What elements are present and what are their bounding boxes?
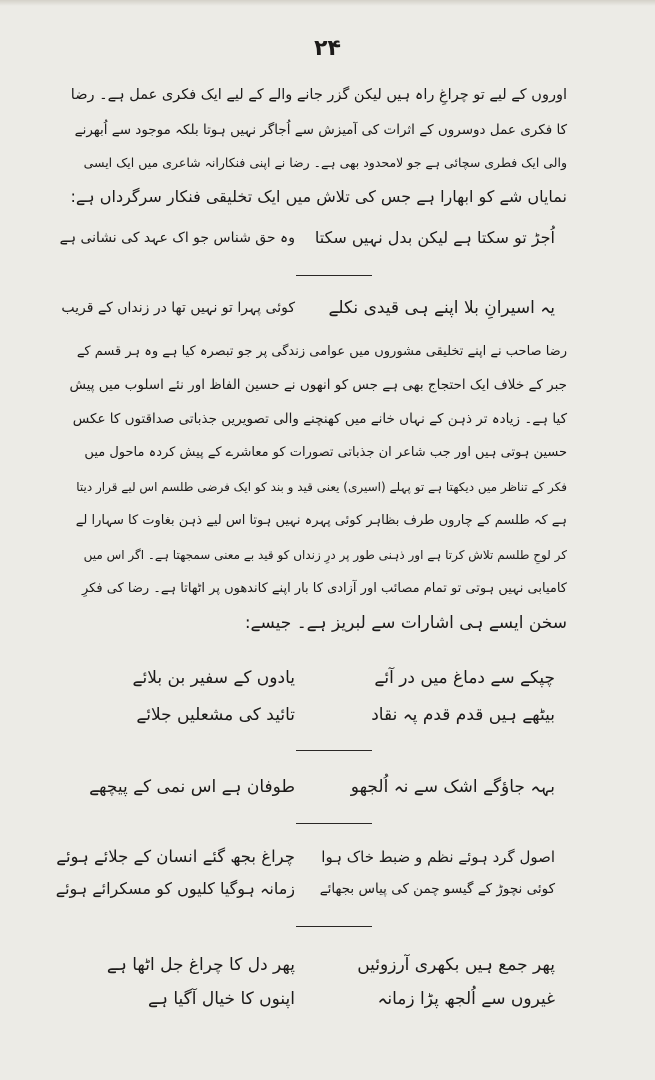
verse-hemistich: بہہ جاؤگے اشک سے نہ اُلجھو bbox=[350, 777, 555, 797]
verse-hemistich: تائید کی مشعلیں جلائے bbox=[136, 705, 295, 725]
verse-hemistich: یہ اسیرانِ بلا اپنے ہی قیدی نکلے bbox=[328, 298, 555, 318]
verse-hemistich: اپنوں کا خیال آگیا ہے bbox=[148, 989, 295, 1009]
verse-hemistich: بیٹھے ہیں قدم قدم پہ نقاد bbox=[371, 705, 555, 725]
prose-line: جبر کے خلاف ایک احتجاج بھی ہے جس کو انھوں نے حسین الفاظ اور نئے اسلوب میں پیش bbox=[69, 377, 567, 393]
verse-hemistich: پھر دل کا چراغ جل اٹھا ہے bbox=[106, 955, 295, 975]
section-divider bbox=[296, 750, 372, 751]
verse-hemistich: کوئی پہرا تو نہیں تھا در زنداں کے قریب bbox=[61, 300, 295, 316]
section-divider bbox=[296, 275, 372, 276]
prose-line: کامیابی نہیں ہوتی تو تمام مصائب اور آزادی کا بار اپنے کاندھوں پر اٹھاتا ہے۔ رضا کی فکرِ bbox=[82, 581, 567, 596]
verse-hemistich: کوئی نچوڑ کے گیسو چمن کی پیاس بجھائے bbox=[319, 881, 555, 897]
verse-hemistich: وہ حق شناس جو اک عہد کی نشانی ہے bbox=[59, 230, 295, 246]
page-number: ۲۴ bbox=[314, 36, 341, 61]
verse-hemistich: غیروں سے اُلجھ پڑا زمانہ bbox=[377, 989, 555, 1009]
verse-hemistich: اُجڑ تو سکتا ہے لیکن بدل نہیں سکتا bbox=[314, 228, 555, 247]
prose-line: والی ایک فطری سچائی ہے جو لامحدود بھی ہے۔ رضا نے اپنی فنکارانہ شاعری میں ایک ایسی bbox=[83, 155, 567, 170]
prose-line: کا فکری عمل دوسروں کے اثرات کی آمیزش سے اُجاگر نہیں ہوتا بلکہ موجود سے اُبھرنے bbox=[74, 122, 567, 138]
prose-line: حسین ہوتی ہیں اور جب شاعر ان جذباتی تصورات کو معاشرے کے پیش کردہ ماحول میں bbox=[84, 445, 567, 460]
prose-line: فکر کے تناظر میں دیکھتا ہے تو پہلے (اسیری) یعنی قید و بند کو ایک فرضی طلسم اس لیے قرار دیتا bbox=[76, 480, 567, 494]
prose-line: کر لوحِ طلسم تلاش کرتا ہے اور ذہنی طور پر درِ زنداں کو قید بے معنی سمجھتا ہے۔ اگر اس میں bbox=[83, 548, 567, 562]
verse-hemistich: پھر جمع ہیں بکھری آرزوئیں bbox=[357, 955, 555, 975]
verse-hemistich: چپکے سے دماغ میں در آئے bbox=[374, 668, 555, 688]
verse-hemistich: چراغ بجھ گئے انسان کے جلائے ہوئے bbox=[56, 847, 295, 866]
prose-line: نمایاں شے کو ابھارا ہے جس کی تلاش میں ایک تخلیقی فنکار سرگرداں ہے: bbox=[70, 187, 567, 206]
prose-line: رضا صاحب نے اپنے تخلیقی مشوروں میں عوامی زندگی پر جو تبصرہ کیا ہے وہ ہر قسم کے bbox=[76, 344, 567, 359]
section-divider bbox=[296, 823, 372, 824]
prose-line: اوروں کے لیے تو چراغِ راہ ہیں لیکن گزر جانے والے کے لیے ایک فکری عمل ہے۔ رضا bbox=[70, 87, 567, 103]
verse-hemistich: یادوں کے سفیر بن بلائے bbox=[132, 668, 295, 688]
prose-line: ہے کہ طلسم کے چاروں طرف بظاہر کوئی پہرہ نہیں ہوتا اس لیے ذہن بغاوت کا سہارا لے bbox=[75, 513, 567, 528]
verse-hemistich: طوفان ہے اس نمی کے پیچھے bbox=[89, 777, 295, 797]
verse-hemistich: اصول گرد ہوئے نظم و ضبط خاک ہوا bbox=[321, 848, 555, 866]
verse-hemistich: زمانہ ہوگیا کلیوں کو مسکرائے ہوئے bbox=[55, 879, 295, 898]
section-divider bbox=[296, 926, 372, 927]
prose-line: کیا ہے۔ زیادہ تر ذہن کے نہاں خانے میں کھنچنے والی تصویریں جذباتی صداقتوں کا عکس bbox=[72, 411, 567, 427]
page-edge bbox=[0, 0, 655, 6]
prose-line: سخن ایسے ہی اشارات سے لبریز ہے۔ جیسے: bbox=[244, 613, 567, 633]
